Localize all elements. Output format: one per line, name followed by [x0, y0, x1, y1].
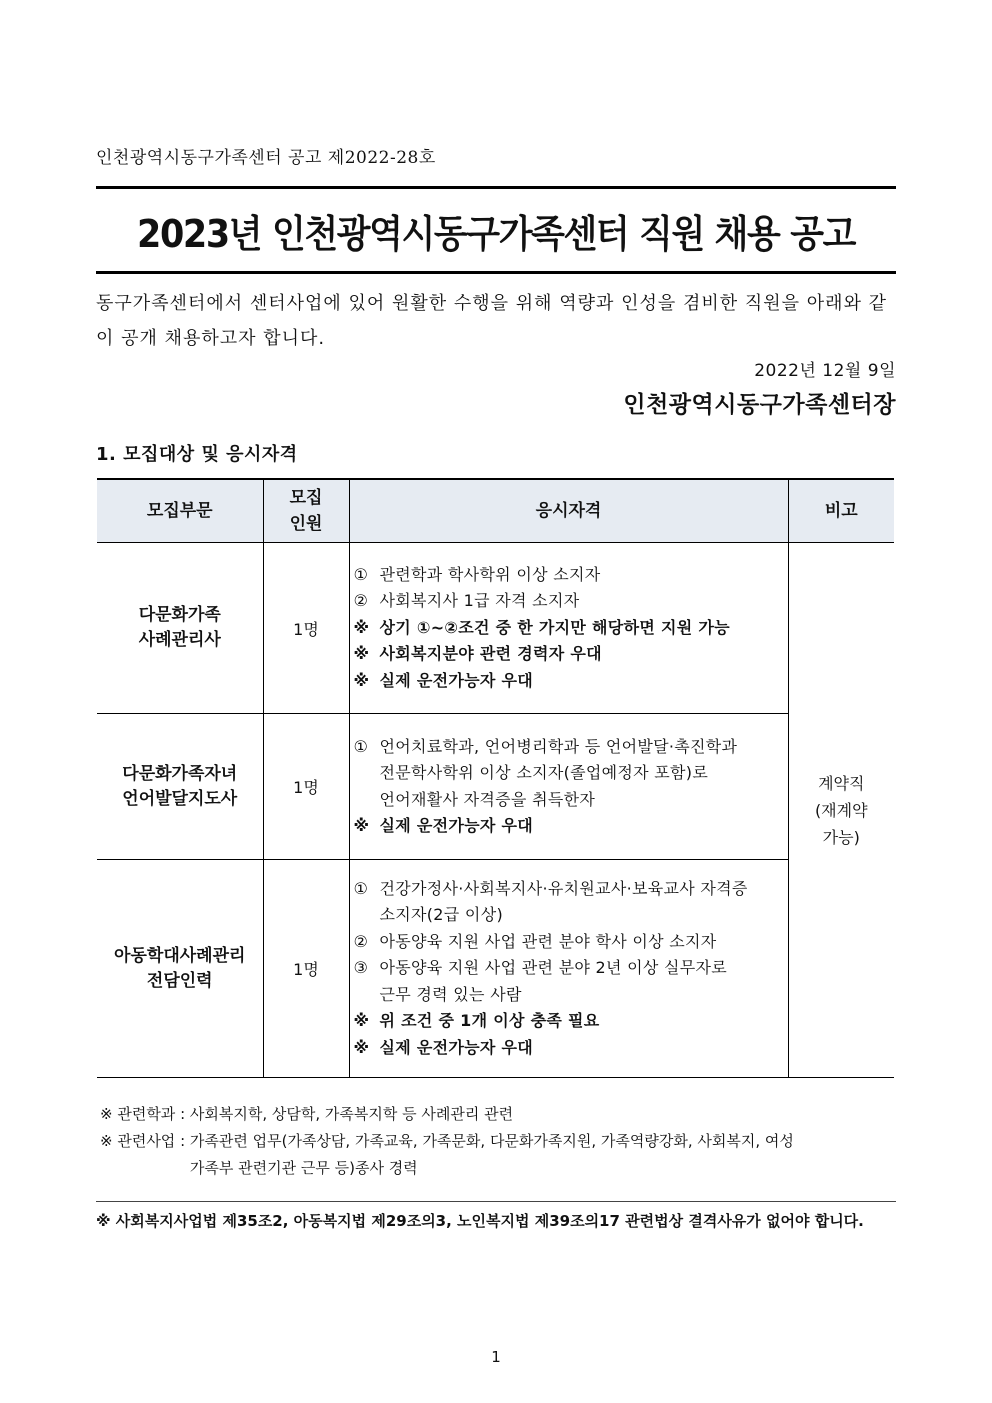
count-cell: 1명 [263, 543, 349, 714]
footnotes [100, 1101, 800, 1182]
column-header-dept: 모집부문 [97, 479, 263, 543]
line-text: 실제 운전가능자 우대 [379, 1037, 534, 1057]
footnote-item [100, 1101, 800, 1128]
line-text: 소지자(2급 이상) [379, 905, 503, 925]
footnote-label: ※ 관련학과 : [100, 1105, 190, 1123]
dept-cell: 다문화가족 사례관리사 [97, 543, 263, 714]
line-marker: ※ [353, 816, 370, 835]
line-marker [354, 787, 380, 814]
line-marker [354, 760, 380, 787]
footnote-label: ※ 관련사업 : [100, 1132, 190, 1150]
qualification-line [354, 668, 784, 695]
footnote-item [100, 1128, 800, 1182]
qualification-line [354, 813, 784, 840]
qualification-line [354, 876, 784, 903]
dept-cell: 다문화가족자녀 언어발달지도사 [97, 714, 263, 860]
qualification-line [354, 760, 784, 787]
qualification-line [354, 615, 784, 642]
line-marker [354, 902, 380, 929]
table-header-row [97, 479, 894, 543]
line-marker: ※ [353, 1011, 370, 1031]
recruitment-table [97, 478, 894, 1078]
line-text: 실제 운전가능자 우대 [379, 670, 534, 690]
qualification-line [354, 1035, 784, 1062]
line-marker: ① [353, 878, 369, 898]
qualification-line [354, 734, 784, 761]
qualification-line [354, 929, 784, 956]
line-text: 관련학과 학사학위 이상 소지자 [379, 564, 601, 584]
qualification-cell [349, 543, 788, 714]
line-text: 건강가정사·사회복지사·유치원교사·보육교사 자격증 [379, 878, 748, 898]
dept-cell: 아동학대사례관리 전담인력 [97, 860, 263, 1078]
qualification-line [354, 902, 784, 929]
line-marker: ① [353, 564, 369, 584]
qualification-cell [349, 714, 788, 860]
title-bottom-rule [96, 271, 896, 274]
column-header-count: 모집 인원 [263, 479, 349, 543]
line-text: 실제 운전가능자 우대 [379, 816, 534, 835]
qualification-line [354, 562, 784, 589]
qualification-cell [349, 860, 788, 1078]
line-marker: ※ [353, 617, 370, 637]
qualification-line [354, 588, 784, 615]
document-title: 2023년 인천광역시동구가족센터 직원 채용 공고 [136, 212, 856, 256]
qualification-line [354, 1008, 784, 1035]
count-cell: 1명 [263, 714, 349, 860]
notice-number: 인천광역시동구가족센터 공고 제2022-28호 [96, 148, 436, 168]
table-row [97, 543, 894, 714]
line-text: 사회복지사 1급 자격 소지자 [379, 591, 580, 611]
line-marker: ※ [353, 644, 370, 664]
qualification-line [354, 787, 784, 814]
line-text: 언어재활사 자격증을 취득한자 [379, 789, 596, 809]
line-marker: ① [353, 736, 369, 756]
issuer-name: 인천광역시동구가족센터장 [623, 392, 896, 418]
qualification-line [354, 982, 784, 1009]
footnote-text: 사회복지학, 상담학, 가족복지학 등 사례관리 관련 [189, 1105, 514, 1123]
section-heading: 1. 모집대상 및 응시자격 [96, 444, 298, 465]
column-header-qualification: 응시자격 [349, 479, 788, 543]
line-marker: ② [353, 591, 369, 611]
qualification-line [354, 955, 784, 982]
line-text: 언어치료학과, 언어병리학과 등 언어발달·촉진학과 [379, 736, 738, 756]
line-marker: ③ [353, 958, 369, 978]
table-row [97, 860, 894, 1078]
line-marker: ② [353, 931, 369, 951]
line-text: 근무 경력 있는 사람 [379, 984, 522, 1004]
title-top-rule [96, 186, 896, 189]
line-text: 아동양육 지원 사업 관련 분야 학사 이상 소지자 [379, 931, 717, 951]
line-marker: ※ [353, 670, 370, 690]
line-text: 전문학사학위 이상 소지자(졸업예정자 포함)로 [379, 763, 709, 782]
footnote-text: 가족관련 업무(가족상담, 가족교육, 가족문화, 다문화가족지원, 가족역량강화, 사회복지, 여성가족부 관련기관 근무 등)종사 경력 [189, 1132, 794, 1177]
count-cell: 1명 [263, 860, 349, 1078]
intro-paragraph: 동구가족센터에서 센터사업에 있어 원활한 수행을 위해 역량과 인성을 겸비한 직원을 아래와 같이 공개 채용하고자 합니다. [96, 293, 888, 349]
line-text: 위 조건 중 1개 이상 충족 필요 [379, 1011, 600, 1031]
line-text: 사회복지분야 관련 경력자 우대 [379, 644, 602, 664]
legal-note: ※ 사회복지사업법 제35조2, 아동복지법 제29조의3, 노인복지법 제39조의17 관련법상 결격사유가 없어야 합니다. [96, 1212, 864, 1230]
line-text: 아동양육 지원 사업 관련 분야 2년 이상 실무자로 [379, 958, 728, 978]
table-row [97, 714, 894, 860]
line-marker: ※ [353, 1037, 370, 1057]
page-number: 1 [491, 1348, 501, 1366]
divider [96, 1201, 896, 1202]
note-cell: 계약직 (재계약 가능) [788, 543, 894, 1078]
line-marker [354, 982, 380, 1009]
qualification-line [354, 641, 784, 668]
line-text: 상기 ①~②조건 중 한 가지만 해당하면 지원 가능 [379, 617, 730, 637]
notice-date: 2022년 12월 9일 [754, 361, 896, 381]
column-header-note: 비고 [788, 479, 894, 543]
